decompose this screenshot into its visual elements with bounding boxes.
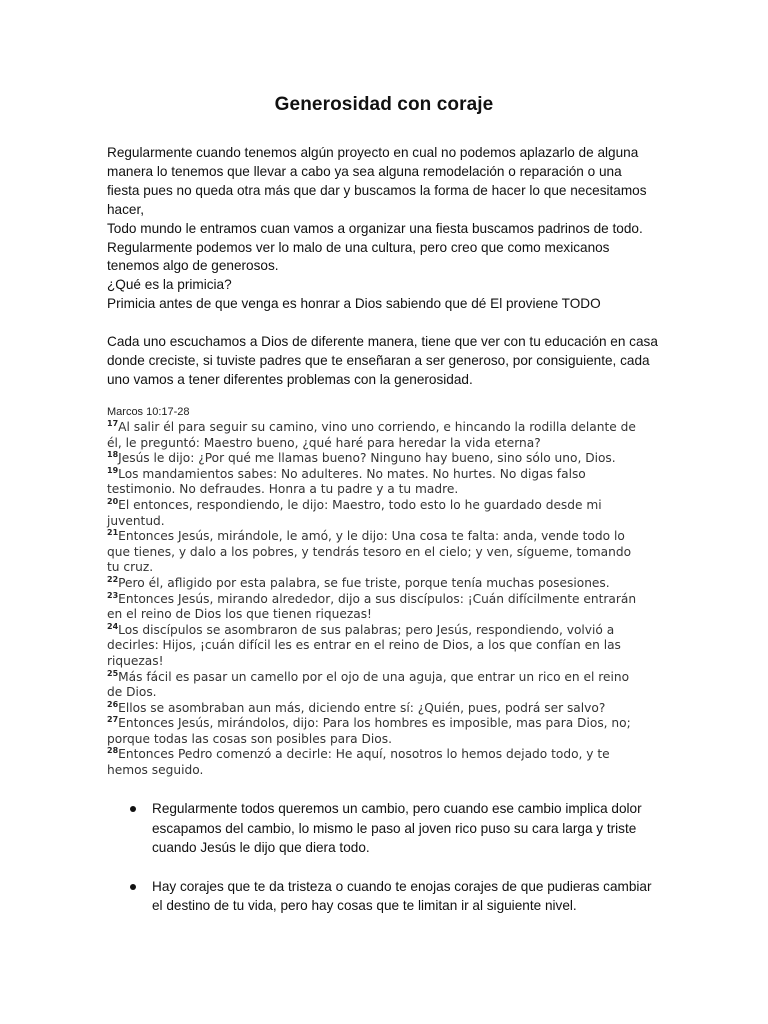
verse-number: 17 bbox=[107, 418, 119, 428]
verse-number: 25 bbox=[107, 668, 119, 678]
verse-text: testimonio. No defraudes. Honra a tu padre y a tu madre. bbox=[107, 482, 459, 497]
verse-text: Entonces Pedro comenzó a decirle: He aquí, nosotros lo hemos dejado todo, y te bbox=[118, 747, 610, 762]
bullet-line: Regularmente todos queremos un cambio, pero cuando ese cambio implica dolor bbox=[152, 801, 642, 816]
paragraph-line: donde creciste, si tuviste padres que te enseñaran a ser generoso, por consiguiente, cada bbox=[107, 352, 650, 368]
verse-number: 26 bbox=[107, 699, 119, 709]
verse-line bbox=[107, 467, 663, 483]
verse-line bbox=[107, 670, 663, 686]
verse-line bbox=[107, 420, 663, 436]
verse-text: en el reino de Dios los que tienen riquezas! bbox=[107, 607, 372, 622]
verse-text: Entonces Jesús, mirándolos, dijo: Para los hombres es imposible, mas para Dios, no; bbox=[118, 716, 631, 731]
paragraph-line: manera lo tenemos que llevar a cabo ya sea alguna remodelación o reparación o una bbox=[107, 163, 622, 179]
verse-number: 27 bbox=[107, 715, 119, 725]
verse-line bbox=[107, 482, 663, 498]
paragraph-line: tenemos algo de generosos. bbox=[107, 258, 279, 274]
verse-line bbox=[107, 716, 663, 732]
verse-text: Entonces Jesús, mirándole, le amó, y le dijo: Una cosa te falta: anda, vende todo lo bbox=[118, 529, 625, 544]
verse-line bbox=[107, 514, 663, 530]
verse-text: de Dios. bbox=[107, 685, 157, 700]
bullet-line: Hay corajes que te da tristeza o cuando te enojas corajes de que pudieras cambiar bbox=[152, 878, 652, 894]
paragraph-line: fiesta pues no queda otra más que dar y buscamos la forma de hacer lo que necesitamos bbox=[107, 182, 647, 198]
verse-number: 20 bbox=[107, 496, 119, 506]
verse-text: riquezas! bbox=[107, 653, 164, 668]
paragraph-line: Primicia antes de que venga es honrar a Dios sabiendo que dé El proviene TODO bbox=[107, 296, 601, 312]
second-paragraph bbox=[107, 333, 667, 390]
verse-line bbox=[107, 576, 663, 592]
verse-text: El entonces, respondiendo, le dijo: Maestro, todo esto lo he guardado desde mi bbox=[118, 497, 602, 512]
verse-text: hemos seguido. bbox=[107, 763, 204, 778]
verse-text: decirles: Hijos, ¡cuán difícil les es entrar en el reino de Dios, a los que confían en las bbox=[107, 638, 621, 653]
document-title: Generosidad con coraje bbox=[274, 94, 494, 115]
bullet-line: cuando Jesús le dijo que diera todo. bbox=[152, 840, 370, 855]
verse-text: Los mandamientos sabes: No adulteres. No mates. No hurtes. No digas falso bbox=[118, 466, 586, 481]
verse-number: 22 bbox=[107, 574, 119, 584]
paragraph-line: uno vamos a tener diferentes problemas con la generosidad. bbox=[107, 371, 473, 387]
paragraph-line: Regularmente podemos ver lo malo de una cultura, pero creo que como mexicanos bbox=[107, 239, 610, 255]
verse-text: Jesús le dijo: ¿Por qué me llamas bueno? Ninguno hay bueno, sino sólo uno, Dios. bbox=[118, 451, 616, 466]
verse-line bbox=[107, 498, 663, 514]
verse-text: Pero él, afligido por esta palabra, se fue triste, porque tenía muchas posesiones. bbox=[118, 575, 610, 590]
verse-line bbox=[107, 685, 663, 701]
verse-line bbox=[107, 747, 663, 763]
verse-line bbox=[107, 529, 663, 545]
scripture-reference: Marcos 10:17-28 bbox=[107, 406, 190, 418]
verse-number: 18 bbox=[107, 450, 119, 460]
verse-number: 19 bbox=[107, 465, 119, 475]
verse-line bbox=[107, 436, 663, 452]
bullet-item bbox=[107, 799, 667, 858]
bullet-list bbox=[107, 799, 667, 935]
bullet-dot-icon bbox=[130, 806, 136, 812]
verse-line bbox=[107, 732, 663, 748]
verse-text: Los discípulos se asombraron de sus palabras; pero Jesús, respondiendo, volvió a bbox=[118, 622, 615, 637]
paragraph-line: ¿Qué es la primicia? bbox=[107, 277, 232, 293]
verse-text: él, le preguntó: Maestro bueno, ¿qué haré para heredar la vida eterna? bbox=[107, 435, 541, 450]
paragraph-line: Regularmente cuando tenemos algún proyecto en cual no podemos aplazarlo de alguna bbox=[107, 145, 639, 160]
verse-line bbox=[107, 607, 663, 623]
verse-line bbox=[107, 560, 663, 576]
verse-line bbox=[107, 451, 663, 467]
verse-line bbox=[107, 701, 663, 717]
scripture-passage bbox=[107, 420, 663, 779]
verse-text: Entonces Jesús, mirando alrededor, dijo a sus discípulos: ¡Cuán difícilmente entrarán bbox=[118, 591, 637, 606]
verse-text: Al salir él para seguir su camino, vino uno corriendo, e hincando la rodilla delante de bbox=[118, 420, 636, 434]
intro-paragraph bbox=[107, 144, 667, 314]
verse-number: 24 bbox=[107, 621, 119, 631]
verse-text: que tienes, y dalo a los pobres, y tendrás tesoro en el cielo; y ven, sígueme, tomando bbox=[107, 544, 632, 559]
verse-text: tu cruz. bbox=[107, 560, 154, 575]
verse-line bbox=[107, 623, 663, 639]
paragraph-line: hacer, bbox=[107, 201, 145, 217]
paragraph-line: Cada uno escuchamos a Dios de diferente manera, tiene que ver con tu educación en casa bbox=[107, 334, 658, 349]
bullet-item bbox=[107, 877, 667, 916]
verse-text: porque todas las cosas son posibles para Dios. bbox=[107, 731, 392, 746]
verse-text: Más fácil es pasar un camello por el ojo de una aguja, que entrar un rico en el reino bbox=[118, 669, 630, 684]
bullet-line: escapamos del cambio, lo mismo le paso al joven rico puso su cara larga y triste bbox=[152, 820, 637, 836]
verse-line bbox=[107, 592, 663, 608]
verse-number: 23 bbox=[107, 590, 119, 600]
verse-line bbox=[107, 545, 663, 561]
verse-line bbox=[107, 638, 663, 654]
verse-text: juventud. bbox=[107, 513, 165, 528]
bullet-dot-icon bbox=[130, 884, 136, 890]
verse-number: 28 bbox=[107, 746, 119, 756]
bullet-line: el destino de tu vida, pero hay cosas que te limitan ir al siguiente nivel. bbox=[152, 898, 577, 913]
verse-number: 21 bbox=[107, 528, 119, 538]
verse-text: Ellos se asombraban aun más, diciendo entre sí: ¿Quién, pues, podrá ser salvo? bbox=[118, 700, 606, 715]
paragraph-line: Todo mundo le entramos cuan vamos a organizar una fiesta buscamos padrinos de todo. bbox=[107, 220, 643, 236]
verse-line bbox=[107, 654, 663, 670]
verse-line bbox=[107, 763, 663, 779]
